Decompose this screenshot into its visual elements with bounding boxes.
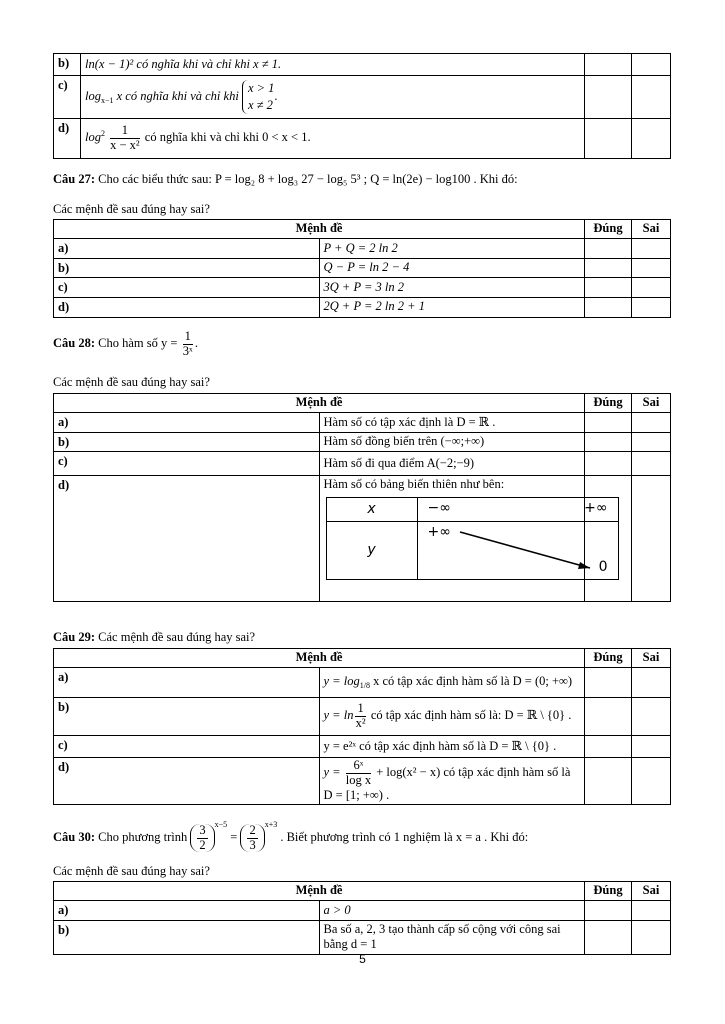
question-27 [53, 172, 518, 187]
statement-cell [319, 258, 585, 278]
condition-system [242, 80, 274, 114]
header-statement: Mệnh đề [54, 649, 585, 668]
statement-text: Q − P = ln 2 − 4 [323, 260, 410, 275]
header-true: Đúng [585, 882, 632, 901]
vt-y-label: y [326, 521, 417, 579]
vt-x-label: x [326, 497, 417, 521]
true-cell[interactable] [585, 297, 632, 317]
statement-cell: Hàm số đi qua điểm A(−2;−9) [319, 452, 585, 476]
question-prompt: Các mệnh đề sau đúng hay sai? [53, 864, 210, 878]
statement-cell: a > 0 [319, 901, 585, 921]
false-cell[interactable] [632, 119, 671, 159]
row-label: d) [54, 476, 320, 602]
true-cell[interactable] [585, 119, 632, 159]
parenthesized-fraction: $\frac{3}{2}$ [190, 824, 214, 853]
statement-text: x có nghĩa khi và chỉ khi [113, 88, 242, 103]
false-cell[interactable] [632, 239, 671, 259]
false-cell[interactable] [632, 297, 671, 317]
true-cell[interactable] [585, 758, 632, 805]
statement-cell [81, 76, 585, 119]
row-label: c) [54, 452, 320, 476]
question-prompt: Các mệnh đề sau đúng hay sai? [53, 375, 210, 389]
vt-y-top: +∞ [427, 523, 451, 540]
row-label: b) [54, 258, 320, 278]
fraction: $\frac{1}{\text{x²}}$ [355, 701, 366, 730]
false-cell[interactable] [632, 698, 671, 736]
statement-cell [81, 54, 585, 76]
true-cell[interactable] [585, 258, 632, 278]
statement-text: 3Q + P = 3 ln 2 [323, 279, 405, 294]
question-title: Câu 30: [53, 830, 96, 844]
question-text: Các mệnh đề sau đúng hay sai? [95, 630, 256, 644]
header-false: Sai [632, 220, 671, 239]
log-base: 1/8 [359, 681, 370, 690]
decreasing-arrow [418, 522, 618, 580]
true-cell[interactable] [585, 736, 632, 758]
parenthesized-fraction: $\frac{2}{3}$ [240, 824, 264, 853]
vt-x-left: −∞ [427, 499, 451, 516]
false-cell[interactable] [632, 76, 671, 119]
header-true: Đúng [585, 649, 632, 668]
true-cell[interactable] [585, 920, 632, 954]
false-cell[interactable] [632, 432, 671, 452]
row-label: a) [54, 413, 320, 433]
page-number: 5 [359, 952, 366, 966]
row-label: a) [54, 239, 320, 259]
false-cell[interactable] [632, 258, 671, 278]
q29-table [53, 648, 671, 805]
false-cell[interactable] [632, 758, 671, 805]
q30-table [53, 881, 671, 955]
question-title: Câu 27: [53, 172, 96, 186]
true-cell[interactable] [585, 54, 632, 76]
condition-1: x > 1 [247, 81, 275, 96]
statement-cell: y = $\frac{\text{6ˣ}}{\text{log x}}$ + log(x² − x) có tập xác định hàm số là D = [1; +∞) . [319, 758, 585, 805]
header-statement: Mệnh đề [54, 394, 585, 413]
question-prompt: Các mệnh đề sau đúng hay sai? [53, 202, 210, 216]
statement-cell [319, 278, 585, 298]
header-statement: Mệnh đề [54, 882, 585, 901]
row-label: c) [54, 736, 320, 758]
exponent: x+3 [264, 820, 278, 829]
row-label: c) [54, 76, 81, 119]
header-statement: Mệnh đề [54, 220, 585, 239]
statement-text: ln(x − 1)² có nghĩa khi và chỉ khi x ≠ 1. [85, 56, 282, 71]
statement-text: 2Q + P = 2 ln 2 + 1 [323, 299, 425, 314]
statement-cell: Hàm số có tập xác định là D = ℝ . [319, 413, 585, 433]
statement-text: P + Q = 2 ln 2 [323, 240, 398, 255]
row-label: b) [54, 698, 320, 736]
statement-cell [319, 297, 585, 317]
false-cell[interactable] [632, 668, 671, 698]
true-cell[interactable] [585, 76, 632, 119]
true-cell[interactable] [585, 432, 632, 452]
statement-cell [81, 119, 585, 159]
row-label: b) [54, 920, 320, 954]
true-cell[interactable] [585, 668, 632, 698]
question-title: Câu 29: [53, 630, 96, 644]
true-cell[interactable] [585, 239, 632, 259]
header-true: Đúng [585, 394, 632, 413]
variation-table [326, 497, 619, 580]
header-false: Sai [632, 394, 671, 413]
log-text: log [85, 130, 101, 145]
false-cell[interactable] [632, 476, 671, 602]
fraction: $\frac{1}{\text{x − x²}}$ [110, 123, 140, 152]
statement-cell: Ba số a, 2, 3 tạo thành cấp số cộng với công sai bằng d = 1 [319, 920, 585, 954]
false-cell[interactable] [632, 901, 671, 921]
statement-cell [319, 476, 608, 602]
vt-y-bottom: 0 [598, 559, 608, 576]
vt-x-row [417, 497, 618, 521]
true-cell[interactable] [585, 278, 632, 298]
period: . [274, 88, 278, 103]
row-label: c) [54, 278, 320, 298]
q27-table [53, 219, 671, 318]
statement-text: có nghĩa khi và chỉ khi 0 < x < 1. [144, 130, 311, 145]
false-cell[interactable] [632, 278, 671, 298]
row-label: d) [54, 119, 81, 159]
true-cell[interactable] [585, 901, 632, 921]
q28-table [53, 393, 671, 602]
statement-cell: $y = \log_{1/8} x$ có tập xác định hàm số là D = (0; +∞) [319, 668, 585, 698]
log-exponent: 2 [100, 129, 105, 139]
true-cell[interactable] [585, 413, 632, 433]
question-title: Câu 28: [53, 336, 96, 351]
row-label: a) [54, 901, 320, 921]
fraction: $\frac{1}{\text{3ˣ}}$ [182, 329, 193, 358]
false-cell[interactable] [632, 920, 671, 954]
question-28: Câu 28: Cho hàm số y = $\frac{1}{\text{3ˣ}}$ . [53, 329, 198, 358]
row-label: b) [54, 432, 320, 452]
header-true: Đúng [585, 220, 632, 239]
fraction: $\frac{\text{6ˣ}}{\text{log x}}$ [345, 758, 372, 787]
true-cell[interactable] [585, 452, 632, 476]
vt-y-row [417, 521, 618, 579]
vt-x-right: +∞ [584, 499, 608, 516]
row-label: a) [54, 668, 320, 698]
row-label: d) [54, 297, 320, 317]
statement-text: Hàm số có bảng biến thiên như bên: [323, 477, 505, 492]
question-30: Câu 30: Cho phương trình $\frac{3}{2}$ $^{x-5}$ = $\frac{2}{3}$ $^{x+3}$ . Biết phương trình có 1 nghiệm là x = a . Khi đó: [53, 820, 529, 852]
statement-cell [319, 239, 585, 259]
false-cell[interactable] [632, 413, 671, 433]
false-cell[interactable] [632, 452, 671, 476]
false-cell[interactable] [632, 54, 671, 76]
header-false: Sai [632, 882, 671, 901]
question-29 [53, 630, 255, 645]
statement-cell: y = e²ˣ có tập xác định hàm số là D = ℝ \ {0} . [319, 736, 585, 758]
row-label: b) [54, 54, 81, 76]
header-false: Sai [632, 649, 671, 668]
prev-question-table [53, 53, 671, 159]
false-cell[interactable] [632, 736, 671, 758]
true-cell[interactable] [585, 698, 632, 736]
condition-2: x ≠ 2 [247, 98, 273, 112]
exponent: x−5 [214, 820, 228, 829]
statement-cell: Hàm số đồng biến trên (−∞;+∞) [319, 432, 585, 452]
question-text: Cho các biểu thức sau: P = log₂ 8 + log₃ 27 − log₅ 5³ ; Q = ln(2e) − log100 . Khi đó: [95, 172, 518, 186]
log-base: x−1 [100, 95, 114, 105]
question-text: Cho hàm số y = [95, 336, 181, 351]
statement-cell: y = ln $\frac{1}{\text{x²}}$ có tập xác định hàm số là: D = ℝ \ {0} . [319, 698, 585, 736]
log-text: log [85, 88, 101, 103]
row-label: d) [54, 758, 320, 805]
